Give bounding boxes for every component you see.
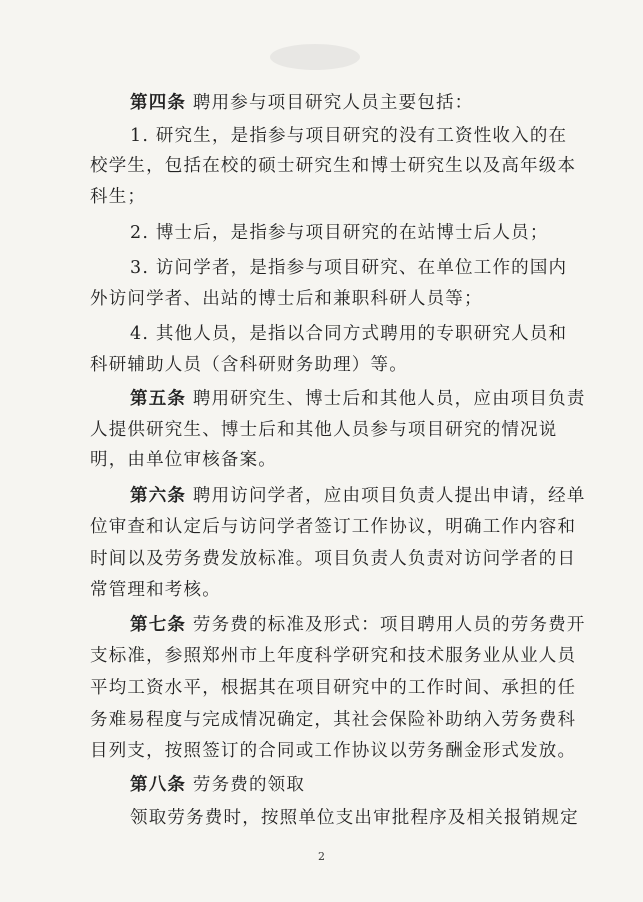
text-line [130, 807, 623, 829]
article-heading: 第七条 [130, 615, 187, 635]
line-text: 3. 访问学者，是指参与项目研究、在单位工作的国内 [130, 258, 568, 278]
line-text: 明，由单位审核备案。 [90, 450, 277, 470]
text-line [90, 155, 623, 177]
text-line [90, 579, 623, 601]
text-line [130, 92, 623, 114]
text-line [130, 323, 623, 345]
page-number: 2 [318, 850, 325, 863]
line-text: 聘用研究生、博士后和其他人员，应由项目负责 [186, 389, 586, 409]
line-text: 科生； [90, 187, 147, 207]
line-text: 位审查和认定后与访问学者签订工作协议，明确工作内容和 [90, 517, 577, 537]
line-text: 外访问学者、出站的博士后和兼职科研人员等； [90, 289, 483, 309]
text-line [130, 388, 623, 410]
text-line [90, 449, 623, 471]
text-line [90, 709, 623, 731]
article-heading: 第四条 [130, 93, 187, 113]
article-heading: 第五条 [130, 389, 187, 409]
line-text: 聘用访问学者，应由项目负责人提出申请，经单 [186, 486, 586, 506]
article-heading: 第八条 [130, 775, 187, 795]
line-text: 常管理和考核。 [90, 580, 221, 600]
line-text: 劳务费的标准及形式：项目聘用人员的劳务费开 [186, 615, 586, 635]
text-line [130, 125, 623, 147]
line-text: 目列支，按照签订的合同或工作协议以劳务酬金形式发放。 [90, 741, 577, 761]
line-text: 2. 博士后，是指参与项目研究的在站博士后人员； [130, 223, 549, 243]
text-line [90, 740, 623, 762]
text-line [130, 614, 623, 636]
text-line [90, 516, 623, 538]
text-line [90, 186, 623, 208]
line-text: 4. 其他人员，是指以合同方式聘用的专职研究人员和 [130, 324, 568, 344]
line-text: 领取劳务费时，按照单位支出审批程序及相关报销规定 [130, 808, 579, 828]
text-line [130, 774, 623, 796]
line-text: 平均工资水平，根据其在项目研究中的工作时间、承担的任 [90, 678, 577, 698]
line-text: 人提供研究生、博士后和其他人员参与项目研究的情况说 [90, 420, 558, 440]
line-text: 聘用参与项目研究人员主要包括： [186, 93, 474, 113]
line-text: 支标准，参照郑州市上年度科学研究和技术服务业从业人员 [90, 646, 577, 666]
text-line [90, 354, 623, 376]
text-line [90, 419, 623, 441]
line-text: 务难易程度与完成情况确定，其社会保险补助纳入劳务费科 [90, 710, 577, 730]
text-line [90, 645, 623, 667]
line-text: 1. 研究生，是指参与项目研究的没有工资性收入的在 [130, 126, 568, 146]
text-line [90, 548, 623, 570]
article-heading: 第六条 [130, 486, 187, 506]
line-text: 科研辅助人员（含科研财务助理）等。 [90, 355, 408, 375]
text-line [130, 222, 623, 244]
text-line [90, 288, 623, 310]
scan-smudge [270, 44, 360, 70]
line-text: 时间以及劳务费发放标准。项目负责人负责对访问学者的日 [90, 549, 577, 569]
line-text: 劳务费的领取 [186, 775, 306, 795]
text-line [130, 485, 623, 507]
text-line [90, 677, 623, 699]
text-line [130, 257, 623, 279]
line-text: 校学生，包括在校的硕士研究生和博士研究生以及高年级本 [90, 156, 577, 176]
